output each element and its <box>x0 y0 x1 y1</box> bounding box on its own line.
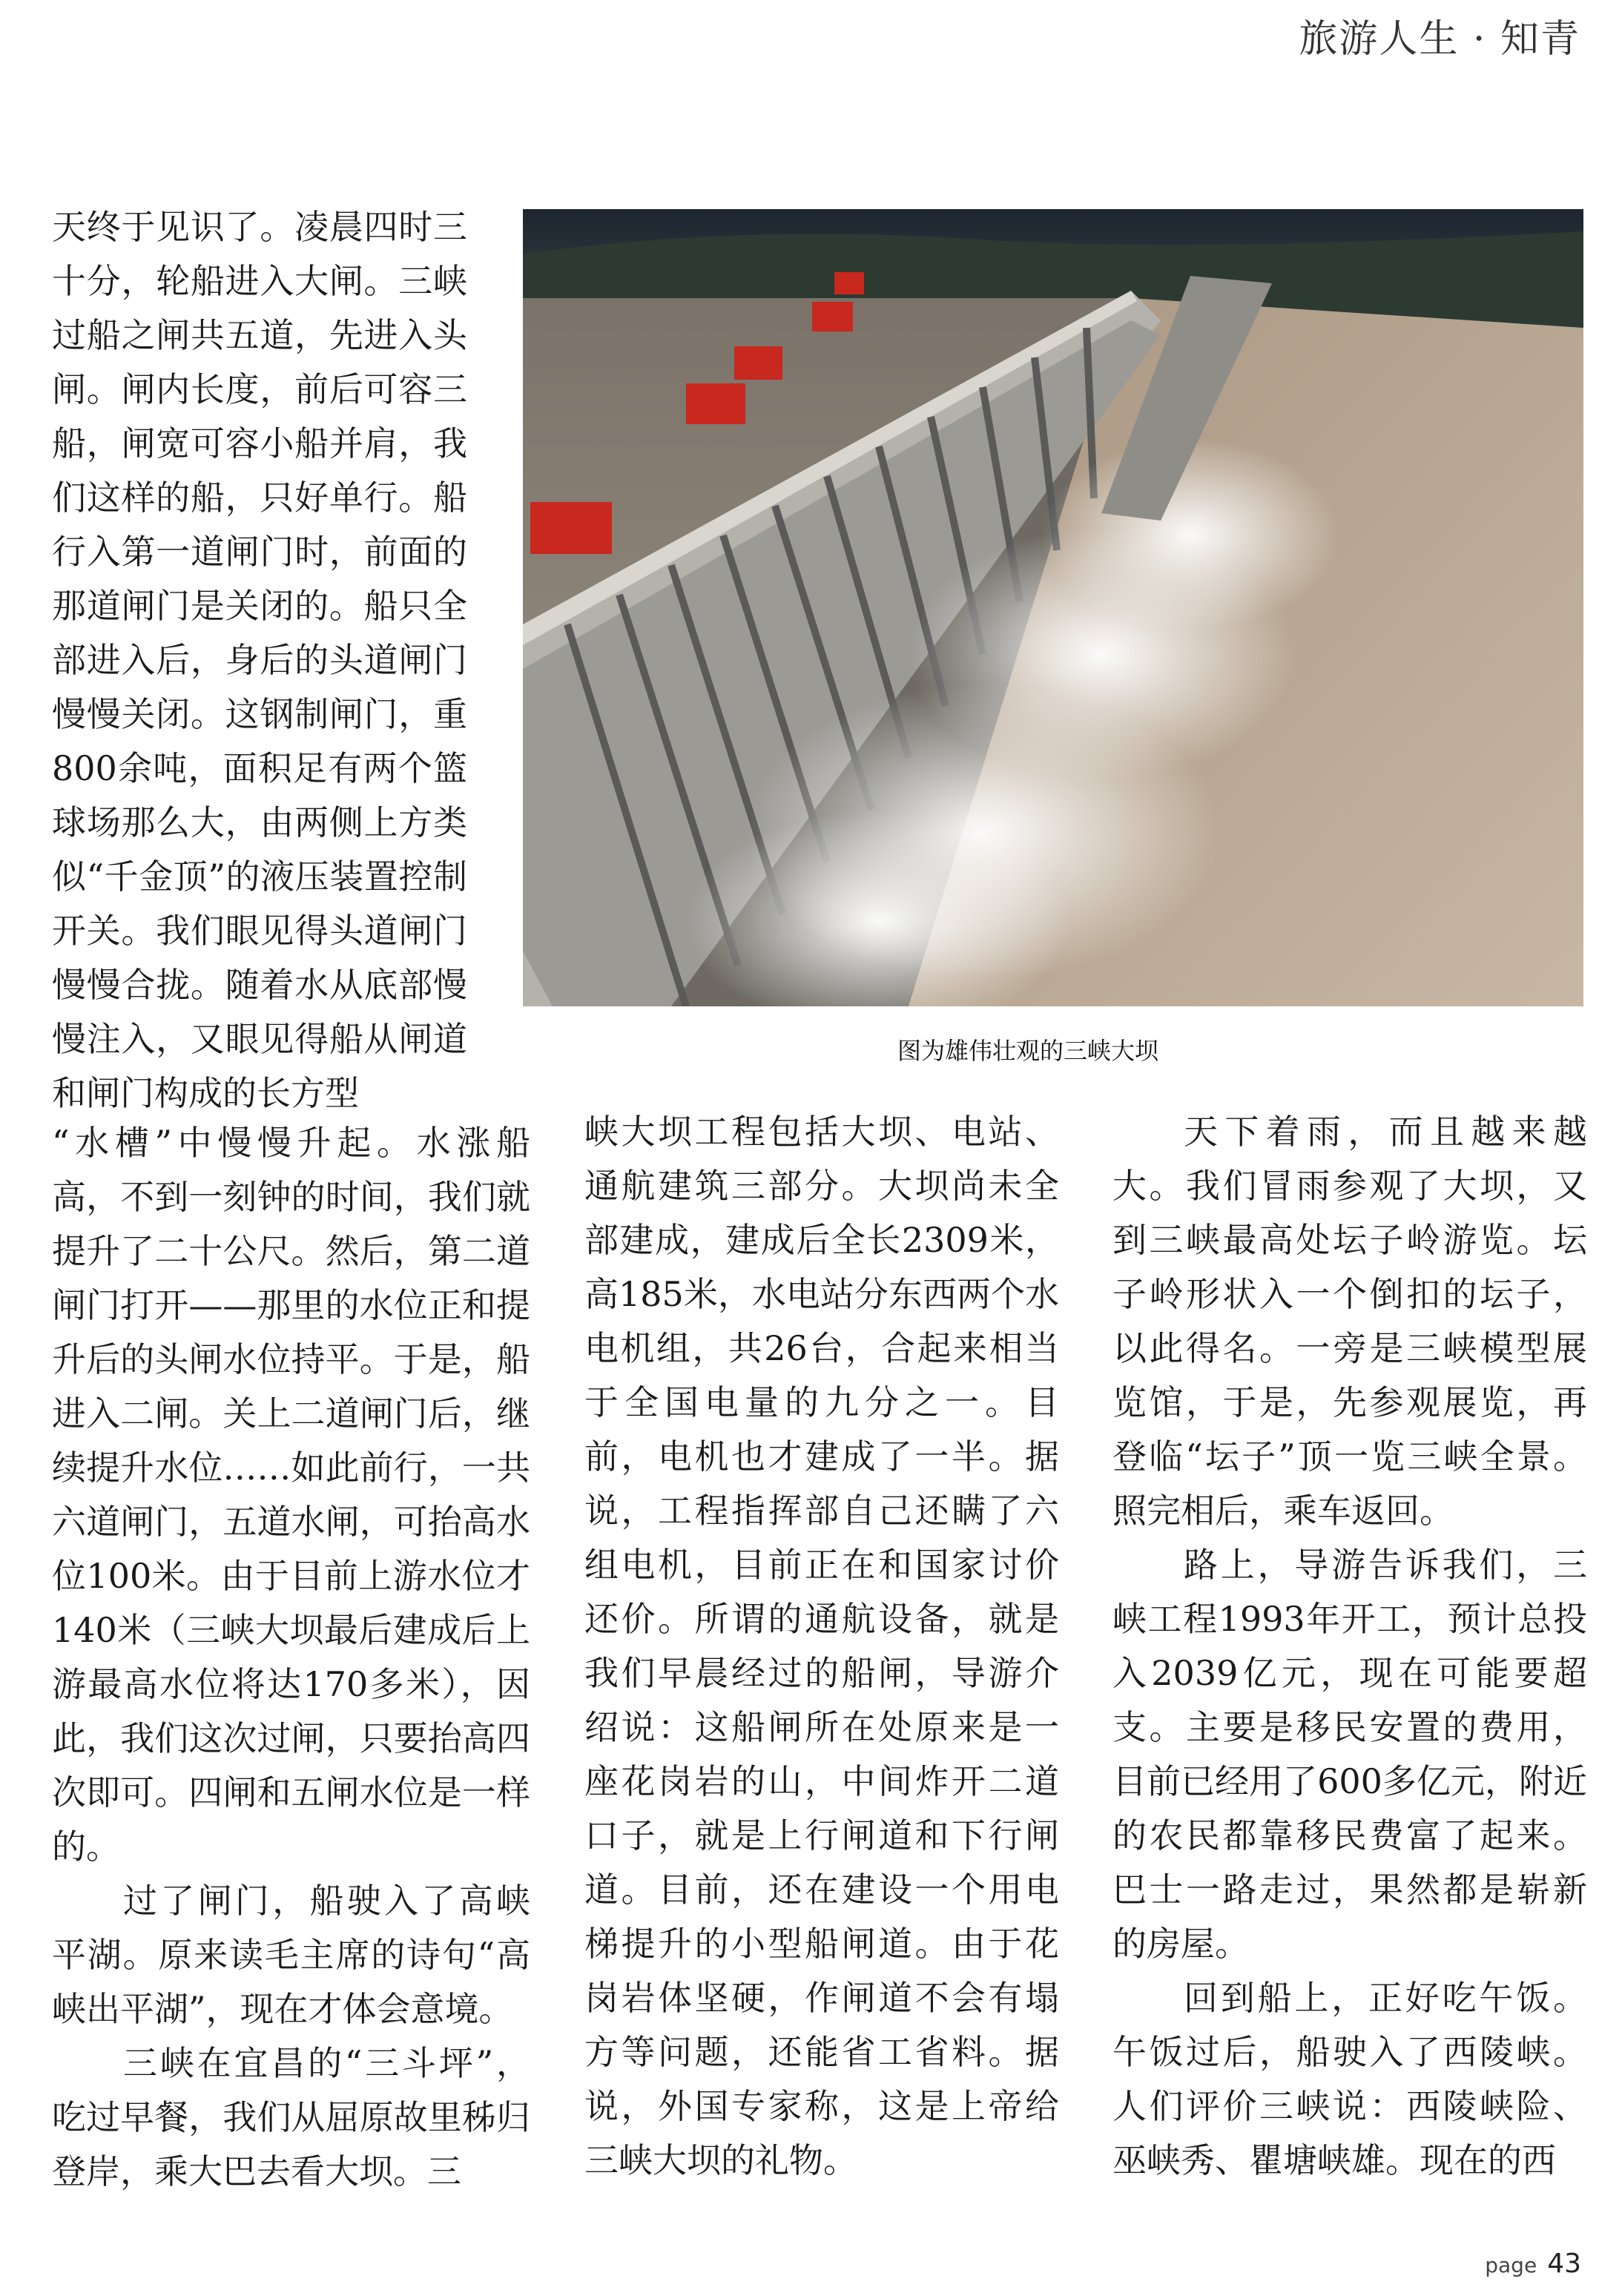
paragraph: 回到船上，正好吃午饭。午饭过后，船驶入了西陵峡。人们评价三峡说：西陵峡险、巫峡秀、瞿塘峡雄。现在的西 <box>1112 1978 1587 2180</box>
page-label: page <box>1485 2253 1537 2277</box>
paragraph: 三峡在宜昌的“三斗坪”，吃过早餐，我们从屈原故里秭归登岸，乘大巴去看大坝。三 <box>52 2043 530 2191</box>
column-left-bottom <box>52 1116 530 2199</box>
photo-caption: 图为雄伟壮观的三峡大坝 <box>897 1037 1159 1065</box>
column-middle <box>584 1105 1059 2188</box>
paragraph: 天下着雨，而且越来越大。我们冒雨参观了大坝，又到三峡最高处坛子岭游览。坛子岭形状入一个倒扣的坛子，以此得名。一旁是三峡模型展览馆，于是，先参观展览，再登临“坛子”顶一览三峡全景。照完相后，乘车返回。 <box>1112 1112 1587 1531</box>
paragraph: 峡大坝工程包括大坝、电站、通航建筑三部分。大坝尚未全部建成，建成后全长2309米，高185米，水电站分东西两个水电机组，共26台，合起来相当于全国电量的九分之一。目前，电机也才建成了一半。据说，工程指挥部自己还瞒了六组电机，目前正在和国家讨价还价。所谓的通航设备，就是我们早晨经过的船闸，导游介绍说：这船闸所在处原来是一座花岗岩的山，中间炸开二道口子，就是上行闸道和下行闸道。目前，还在建设一个用电梯提升的小型船闸道。由于花岗岩体坚硬，作闸道不会有塌方等问题，还能省工省料。据说，外国专家称，这是上帝给三峡大坝的礼物。 <box>584 1112 1059 2180</box>
paragraph: 天终于见识了。凌晨四时三十分，轮船进入大闸。三峡过船之闸共五道，先进入头闸。闸内长度，前后可容三船，闸宽可容小船并肩，我们这样的船，只好单行。船行入第一道闸门时，前面的那道闸门是关闭的。船只全部进入后，身后的头道闸门慢慢关闭。这钢制闸门，重800余吨，面积足有两个篮球场那么大，由两侧上方类似“千金顶”的液压装置控制开关。我们眼见得头道闸门慢慢合拢。随着水从底部慢慢注入，又眼见得船从闸道和闸门构成的长方型 <box>52 207 467 1113</box>
column-right <box>1112 1105 1587 2188</box>
paragraph: “水槽”中慢慢升起。水涨船高，不到一刻钟的时间，我们就提升了二十公尺。然后，第二道闸门打开——那里的水位正和提升后的头闸水位持平。于是，船进入二闸。关上二道闸门后，继续提升水位……如此前行，一共六道闸门，五道水闸，可抬高水位100米。由于目前上游水位才140米（三峡大坝最后建成后上游最高水位将达170多米），因此，我们这次过闸，只要抬高四次即可。四闸和五闸水位是一样的。 <box>52 1123 530 1867</box>
page-number <box>1485 2249 1581 2279</box>
dam-illustration <box>523 209 1583 1006</box>
page-number-value: 43 <box>1547 2249 1581 2279</box>
three-gorges-dam-photo <box>523 209 1583 1006</box>
column-left-top <box>52 200 467 1121</box>
section-header: 旅游人生 · 知青 <box>1299 17 1580 62</box>
paragraph: 过了闸门，船驶入了高峡平湖。原来读毛主席的诗句“高峡出平湖”，现在才体会意境。 <box>52 1881 530 2029</box>
paragraph: 路上，导游告诉我们，三峡工程1993年开工，预计总投入2039亿元，现在可能要超支。主要是移民安置的费用，目前已经用了600多亿元，附近的农民都靠移民费富了起来。巴士一路走过，果然都是崭新的房屋。 <box>1112 1545 1587 1964</box>
